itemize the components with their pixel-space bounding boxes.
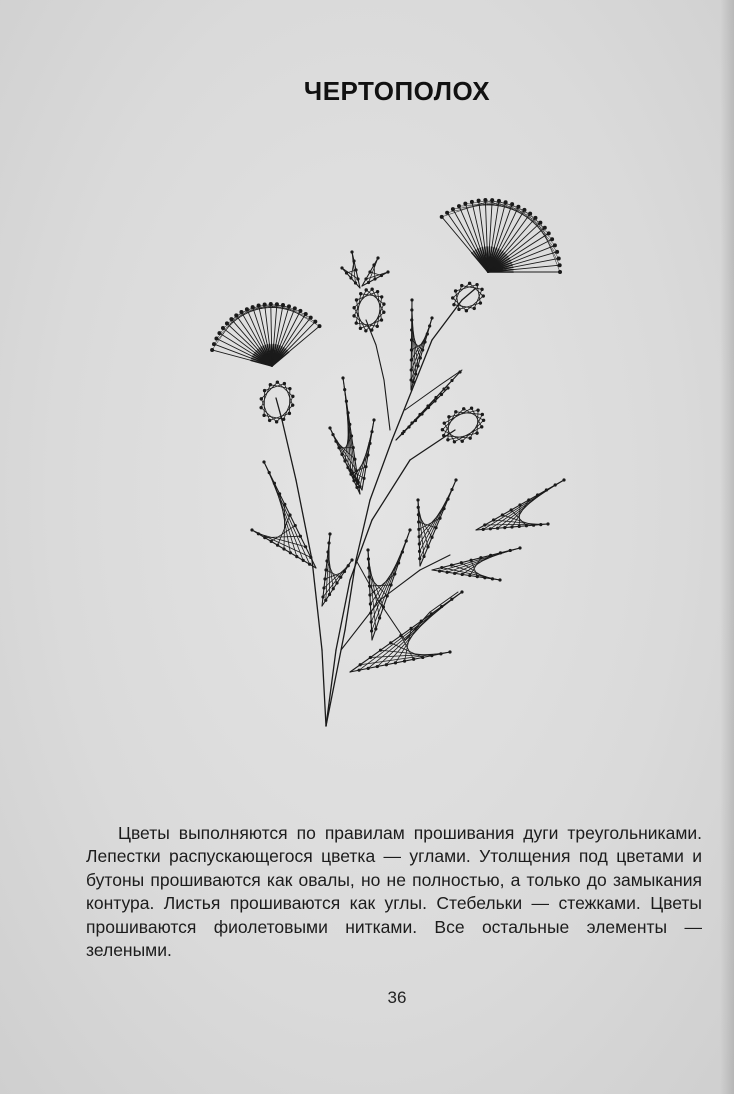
- page-number: 36: [387, 988, 407, 1007]
- thistle-string-art-icon: [190, 190, 590, 740]
- page-title: ЧЕРТОПОЛОХ: [303, 76, 491, 106]
- instructions-paragraph: [86, 822, 702, 962]
- instructions-text: Цветы выполняются по правилам прошивания дуги треугольниками. Лепестки распускающегося цветка — углами. Утолщения под цветами и бутоны прошиваются как овалы, но не полностью, а только до замыкания контура. Листья прошиваются как углы. Стебельки — стежками. Цветы прошиваются фиолетовыми нитками. Все остальные элементы — зелеными.: [86, 823, 702, 961]
- page-edge-shadow: [720, 0, 734, 1094]
